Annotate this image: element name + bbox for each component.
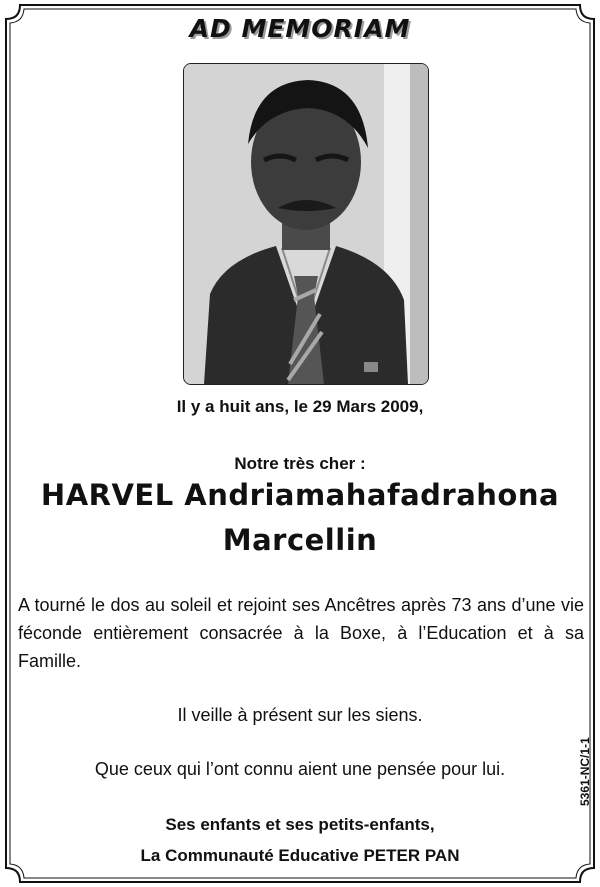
anniversary-date: Il y a huit ans, le 29 Mars 2009, <box>176 397 424 416</box>
vigil-line: Il veille à présent sur les siens. <box>177 705 423 725</box>
intro-line: Notre très cher : <box>234 454 366 473</box>
portrait-photo <box>183 63 429 385</box>
family-signature: Ses enfants et ses petits-enfants, <box>165 815 435 834</box>
reference-code: 5361-NC/1-1 <box>578 737 592 806</box>
thought-line: Que ceux qui l’ont connu aient une pensée pour lui. <box>94 759 506 779</box>
deceased-name: HARVEL Andriamahafadrahona <box>40 478 560 512</box>
tribute-paragraph: A tourné le dos au soleil et rejoint ses Ancêtres après 73 ans d’une vie féconde entièrement consacrée à la Boxe, à l’Education et à sa Famille. <box>18 595 584 671</box>
deceased-first-name: Marcellin <box>222 523 378 557</box>
page-heading: AD MEMORIAM <box>189 14 411 43</box>
community-signature: La Communauté Educative PETER PAN <box>140 846 460 865</box>
